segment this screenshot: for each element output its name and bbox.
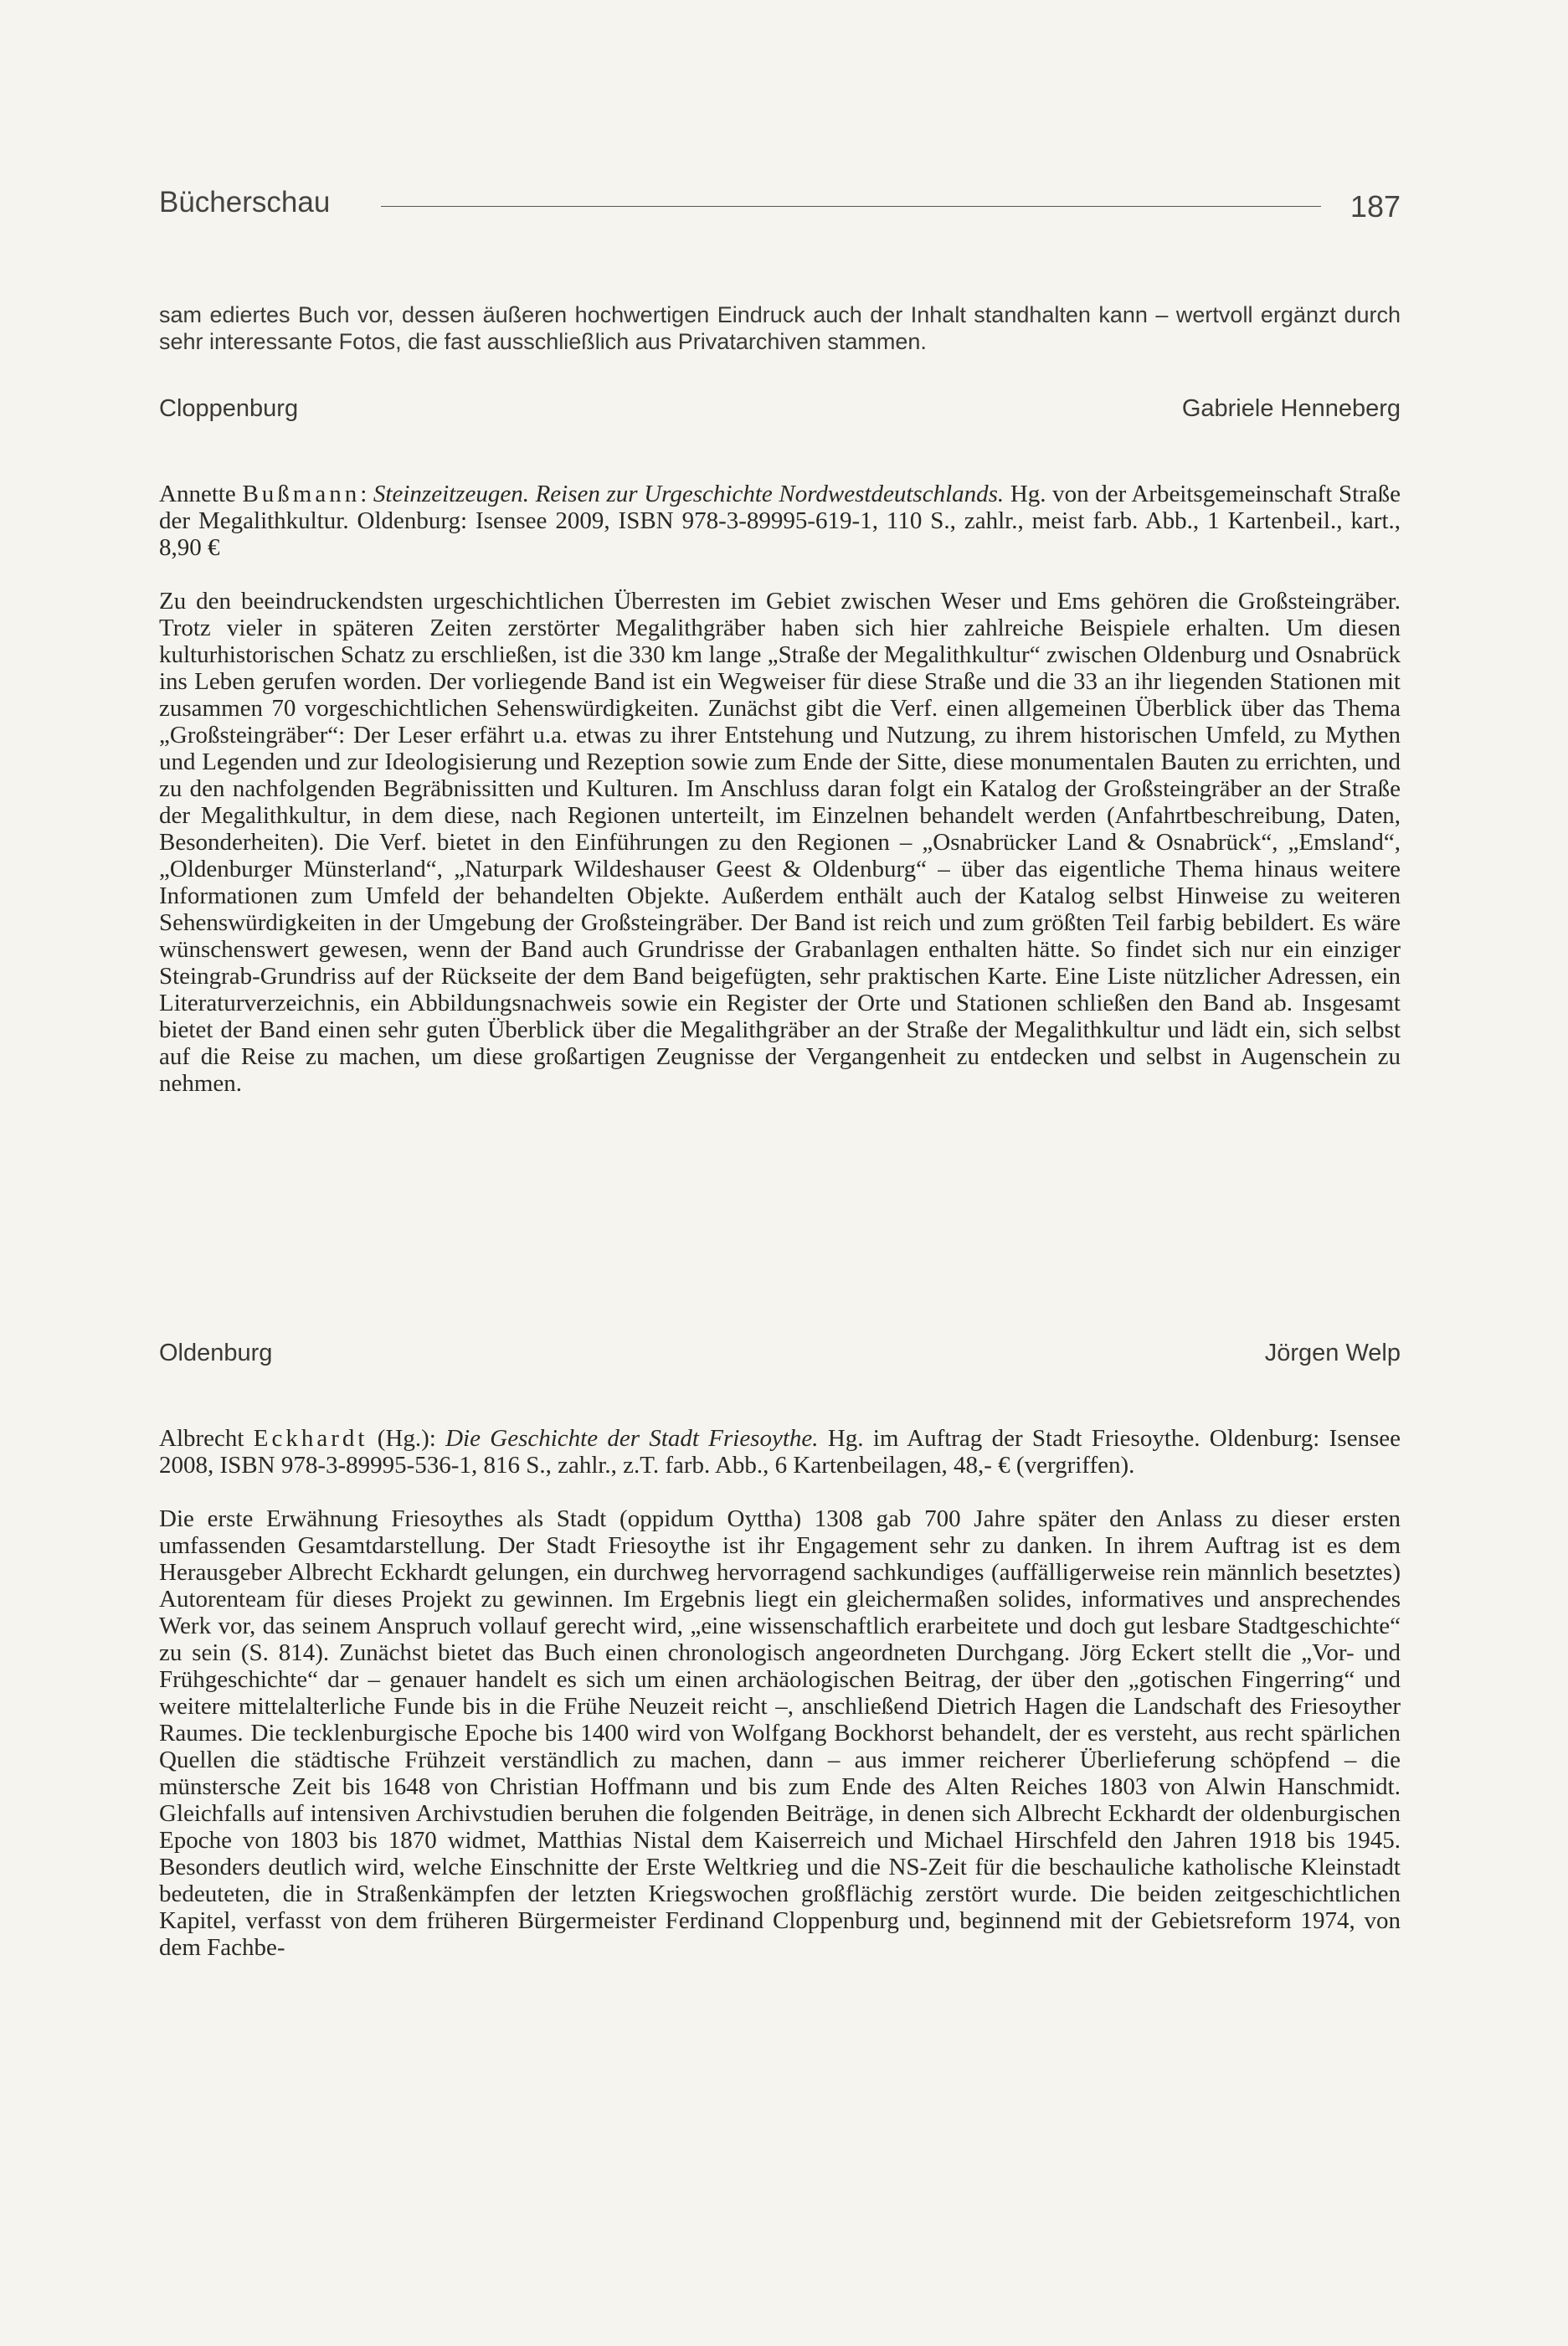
review-2-author-last: Eckhardt	[253, 1425, 368, 1452]
signature-continuation	[159, 395, 1401, 425]
review-place: Cloppenburg	[159, 395, 299, 422]
review-1-citation: Annette Bußmann: Steinzeitzeugen. Reisen zur Urgeschichte Nordwestdeutschlands. Hg. von der Arbeitsgemeinschaft Straße der Megalithkultur. Oldenburg: Isensee 2009, ISBN 978-3-89995-619-1, 110 S., zahlr., meist farb. Abb., 1 Kartenbeil., kart., 8,90 €	[159, 481, 1401, 561]
review-1-body: Zu den beeindruckendsten urgeschichtlichen Überresten im Gebiet zwischen Weser und Ems gehören die Großsteingräber. Trotz vieler in späteren Zeiten zerstörter Megalithgräber haben sich hier zahlreiche Beispiele erhalten. Um diesen kulturhistorischen Schatz zu erschließen, ist die 330 km lange „Straße der Megalithkultur“ zwischen Oldenburg und Osnabrück ins Leben gerufen worden. Der vorliegende Band ist ein Wegweiser für diese Straße und die 33 an ihr liegenden Stationen mit zusammen 70 vorgeschichtlichen Sehenswürdigkeiten. Zunächst gibt die Verf. einen allgemeinen Überblick über das Thema „Großsteingräber“: Der Leser erfährt u.a. etwas zu ihrer Entstehung und Nutzung, zu ihrem historischen Umfeld, zu Mythen und Legenden und zur Ideologisierung und Rezeption sowie zum Ende der Sitte, diese monumentalen Bauten zu errichten, und zu den nachfolgenden Begräbnissitten und Kulturen. Im Anschluss daran folgt ein Katalog der Großsteingräber an der Straße der Megalithkultur, in dem diese, nach Regionen unterteilt, im Einzelnen behandelt werden (Anfahrtbeschreibung, Daten, Besonderheiten). Die Verf. bietet in den Einführungen zu den Regionen – „Osnabrücker Land & Osnabrück“, „Emsland“, „Oldenburger Münsterland“, „Naturpark Wildeshauser Geest & Oldenburg“ – über das eigentliche Thema hinaus weitere Informationen zum Umfeld der behandelten Objekte. Außerdem enthält auch der Katalog selbst Hinweise zu weiteren Sehenswürdigkeiten in der Umgebung der Großsteingräber. Der Band ist reich und zum größten Teil farbig bebildert. Es wäre wünschenswert gewesen, wenn der Band auch Grundrisse der Grabanlagen enthalten hätte. So findet sich nur ein einziger Steingrab-Grundriss auf der Rückseite der dem Band beigefügten, sehr praktischen Karte. Eine Liste nützlicher Adressen, ein Literaturverzeichnis, ein Abbildungsnachweis sowie ein Register der Orte und Stationen schließen den Band ab. Insgesamt bietet der Band einen sehr guten Überblick über die Megalithgräber an der Straße der Megalithkultur und lädt ein, sich selbst auf die Reise zu machen, um diese großartigen Zeugnisse der Vergangenheit zu entdecken und selbst in Augenschein zu nehmen.	[159, 588, 1401, 1097]
review-2-role: (Hg.):	[377, 1425, 436, 1452]
reviewer-name: Jörgen Welp	[1264, 1340, 1401, 1366]
signature-review-1	[159, 1340, 1401, 1370]
running-title: Bücherschau	[159, 186, 331, 219]
review-1-author-last: Bußmann	[242, 481, 361, 507]
reviewer-name: Gabriele Henneberg	[1181, 395, 1401, 422]
review-2-biblio: Hg. im Auftrag der Stadt Friesoythe. Oldenburg: Isensee 2008, ISBN 978-3-89995-536-1, 816 S., zahlr., z.T. farb. Abb., 6 Kartenbeilagen, 48,- € (vergriffen).	[159, 1425, 1401, 1479]
continuation-text: sam ediertes Buch vor, dessen äußeren hochwertigen Eindruck auch der Inhalt standhalten kann – wertvoll ergänzt durch sehr interessante Fotos, die fast ausschließlich aus Privatarchiven stammen.	[159, 302, 1401, 354]
review-2-citation	[159, 1425, 1401, 1479]
review-2-body: Die erste Erwähnung Friesoythes als Stadt (oppidum Oyttha) 1308 gab 700 Jahre später den Anlass zu dieser ersten umfassenden Gesamtdarstellung. Der Stadt Friesoythe ist ihr Engagement sehr zu danken. In ihrem Auftrag ist es dem Herausgeber Albrecht Eckhardt gelungen, ein durchweg hervorragend sachkundiges (auffälligerweise rein männlich besetztes) Autorenteam für dieses Projekt zu gewinnen. Im Ergebnis liegt ein gleichermaßen solides, informatives und ansprechendes Werk vor, das seinem Anspruch vollauf gerecht wird, „eine wissenschaftlich erarbeitete und doch gut lesbare Stadtgeschichte“ zu sein (S. 814). Zunächst bietet das Buch einen chronologisch angeordneten Durchgang. Jörg Eckert stellt die „Vor- und Frühgeschichte“ dar – genauer handelt es sich um einen archäologischen Beitrag, der über den „gotischen Fingerring“ und weitere mittelalterliche Funde bis in die Frühe Neuzeit reicht –, anschließend Dietrich Hagen die Landschaft des Friesoyther Raumes. Die tecklenburgische Epoche bis 1400 wird von Wolfgang Bockhorst behandelt, der es versteht, aus recht spärlichen Quellen die städtische Frühzeit verständlich zu machen, dann – aus immer reicherer Überlieferung schöpfend – die münstersche Zeit bis 1648 von Christian Hoffmann und bis zum Ende des Alten Reiches 1803 von Alwin Hanschmidt. Gleichfalls auf intensiven Archivstudien beruhen die folgenden Beiträge, in denen sich Albrecht Eckhardt der oldenburgischen Epoche von 1803 bis 1870 widmet, Matthias Nistal dem Kaiserreich und Michael Hirschfeld den Jahren 1918 bis 1945. Besonders deutlich wird, welche Einschnitte der Erste Weltkrieg und die NS-Zeit für die beschauliche katholische Kleinstadt bedeuteten, die in Straßenkämpfen der letzten Kriegswochen großflächig zerstört wurde. Die beiden zeitgeschichtlichen Kapitel, verfasst von dem früheren Bürgermeister Ferdinand Cloppenburg und, beginnend mit der Gebietsreform 1974, von dem Fachbe-	[159, 1505, 1401, 1961]
page-number: 187	[1350, 189, 1401, 224]
review-2-author-first: Albrecht	[159, 1425, 244, 1452]
review-2-book-title: Die Geschichte der Stadt Friesoythe.	[445, 1425, 819, 1452]
header-rule	[381, 206, 1321, 207]
review-1-book-title: Steinzeitzeugen. Reisen zur Urgeschichte Nordwestdeutschlands.	[373, 481, 1005, 507]
review-1-author-first: Annette	[159, 481, 236, 507]
review-place: Oldenburg	[159, 1340, 273, 1366]
page-header	[159, 186, 1401, 228]
review-1-biblio: Hg. von der Arbeitsgemeinschaft Straße der Megalithkultur. Oldenburg: Isensee 2009, ISBN 978-3-89995-619-1, 110 S., zahlr., meist farb. Abb., 1 Kartenbeil., kart., 8,90 €	[159, 481, 1401, 561]
